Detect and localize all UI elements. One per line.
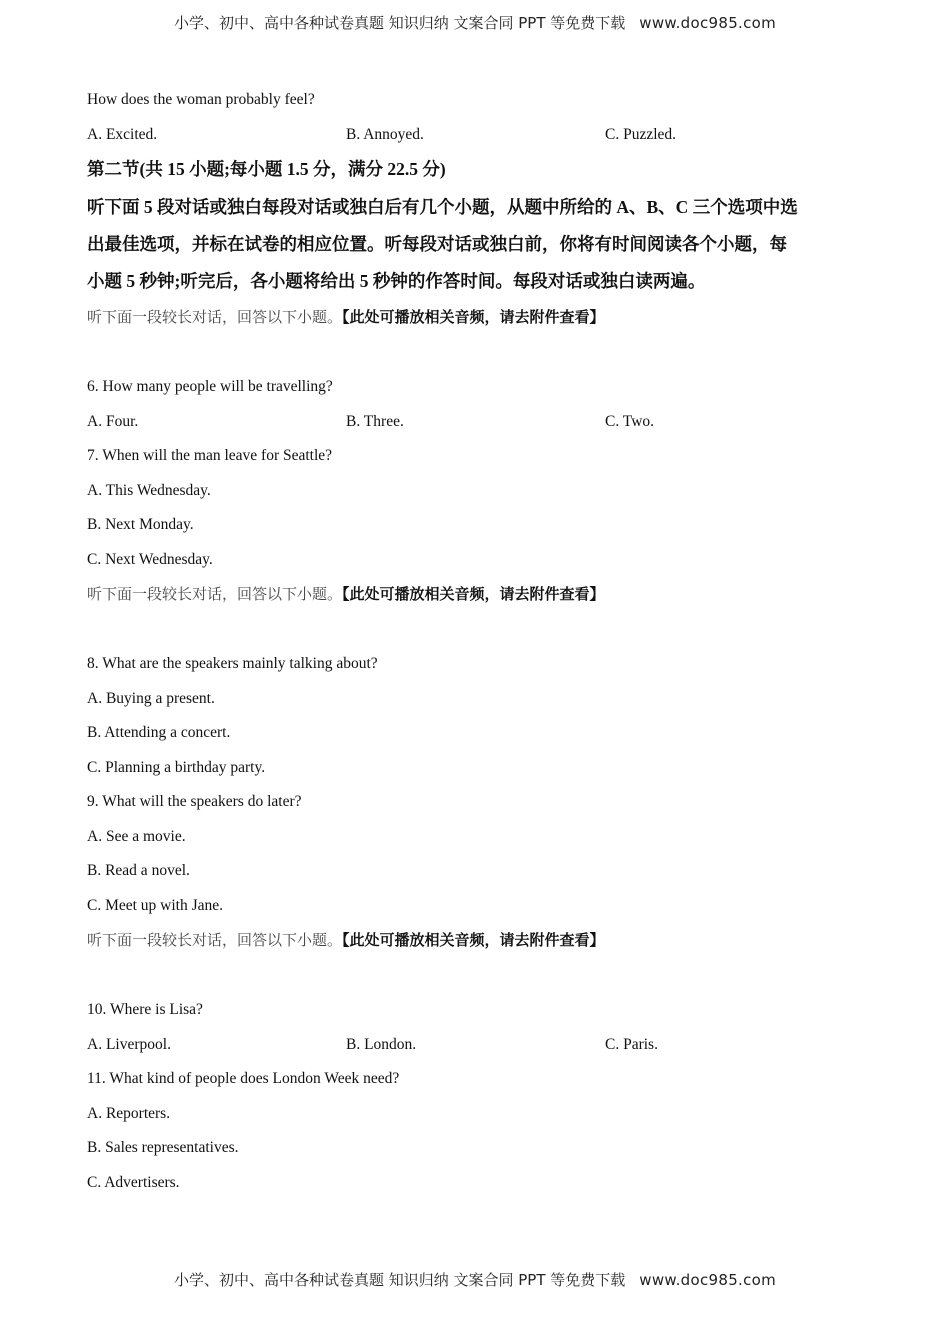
q6-option-c: C. Two. — [605, 413, 655, 430]
question-8: 8. What are the speakers mainly talking about? — [87, 655, 378, 672]
audio-attachment-link[interactable]: 【此处可播放相关音频，请去附件查看】 — [342, 585, 605, 603]
q10-option-b: B. London. — [346, 1036, 417, 1053]
q9-option-b: B. Read a novel. — [87, 862, 190, 879]
q8-option-b: B. Attending a concert. — [87, 724, 231, 741]
q10-option-a: A. Liverpool. — [87, 1036, 171, 1053]
q7-option-b: B. Next Monday. — [87, 516, 194, 533]
question-7: 7. When will the man leave for Seattle? — [87, 447, 333, 464]
header-url[interactable]: www.doc985.com — [639, 14, 777, 32]
section-2-instruction-3: 小题 5 秒钟;听完后，各小题将给出 5 秒钟的作答时间。每段对话或独白读两遍。 — [87, 271, 706, 291]
section-2-title: 第二节(共 15 小题;每小题 1.5 分，满分 22.5 分) — [87, 159, 446, 179]
audio-prompt-2 — [87, 584, 605, 604]
audio-attachment-link[interactable]: 【此处可播放相关音频，请去附件查看】 — [342, 308, 605, 326]
q9-option-a: A. See a movie. — [87, 828, 186, 845]
question-9: 9. What will the speakers do later? — [87, 793, 302, 810]
q11-option-a: A. Reporters. — [87, 1105, 171, 1122]
question-10: 10. Where is Lisa? — [87, 1001, 203, 1018]
section-2-instruction-2: 出最佳选项，并标在试卷的相应位置。听每段对话或独白前，你将有时间阅读各个小题，每 — [87, 234, 787, 254]
q6-option-b: B. Three. — [346, 413, 404, 430]
q5-option-a: A. Excited. — [87, 126, 158, 143]
question-6: 6. How many people will be travelling? — [87, 378, 333, 395]
audio-prompt-text: 听下面一段较长对话，回答以下小题。 — [87, 308, 343, 326]
q11-option-c: C. Advertisers. — [87, 1174, 180, 1191]
question-11: 11. What kind of people does London Week need? — [87, 1070, 400, 1087]
audio-attachment-link[interactable]: 【此处可播放相关音频，请去附件查看】 — [342, 931, 605, 949]
q8-option-a: A. Buying a present. — [87, 690, 215, 707]
footer-text: 小学、初中、高中各种试卷真题 知识归纳 文案合同 PPT 等免费下载 — [173, 1271, 626, 1289]
q7-option-c: C. Next Wednesday. — [87, 551, 213, 568]
q11-option-b: B. Sales representatives. — [87, 1139, 239, 1156]
page-header — [0, 12, 950, 33]
footer-url[interactable]: www.doc985.com — [639, 1271, 777, 1289]
q5-option-c: C. Puzzled. — [605, 126, 677, 143]
question-5: How does the woman probably feel? — [87, 91, 315, 108]
q10-option-c: C. Paris. — [605, 1036, 658, 1053]
q9-option-c: C. Meet up with Jane. — [87, 897, 224, 914]
audio-prompt-text: 听下面一段较长对话，回答以下小题。 — [87, 585, 343, 603]
q7-option-a: A. This Wednesday. — [87, 482, 211, 499]
audio-prompt-text: 听下面一段较长对话，回答以下小题。 — [87, 931, 343, 949]
audio-prompt-3 — [87, 930, 605, 950]
header-text: 小学、初中、高中各种试卷真题 知识归纳 文案合同 PPT 等免费下载 — [173, 14, 626, 32]
audio-prompt-1 — [87, 307, 605, 327]
q6-option-a: A. Four. — [87, 413, 139, 430]
q8-option-c: C. Planning a birthday party. — [87, 759, 266, 776]
page-footer — [0, 1269, 950, 1290]
q5-option-b: B. Annoyed. — [346, 126, 424, 143]
section-2-instruction-1: 听下面 5 段对话或独白每段对话或独白后有几个小题，从题中所给的 A、B、C 三个选项中选 — [87, 197, 798, 217]
